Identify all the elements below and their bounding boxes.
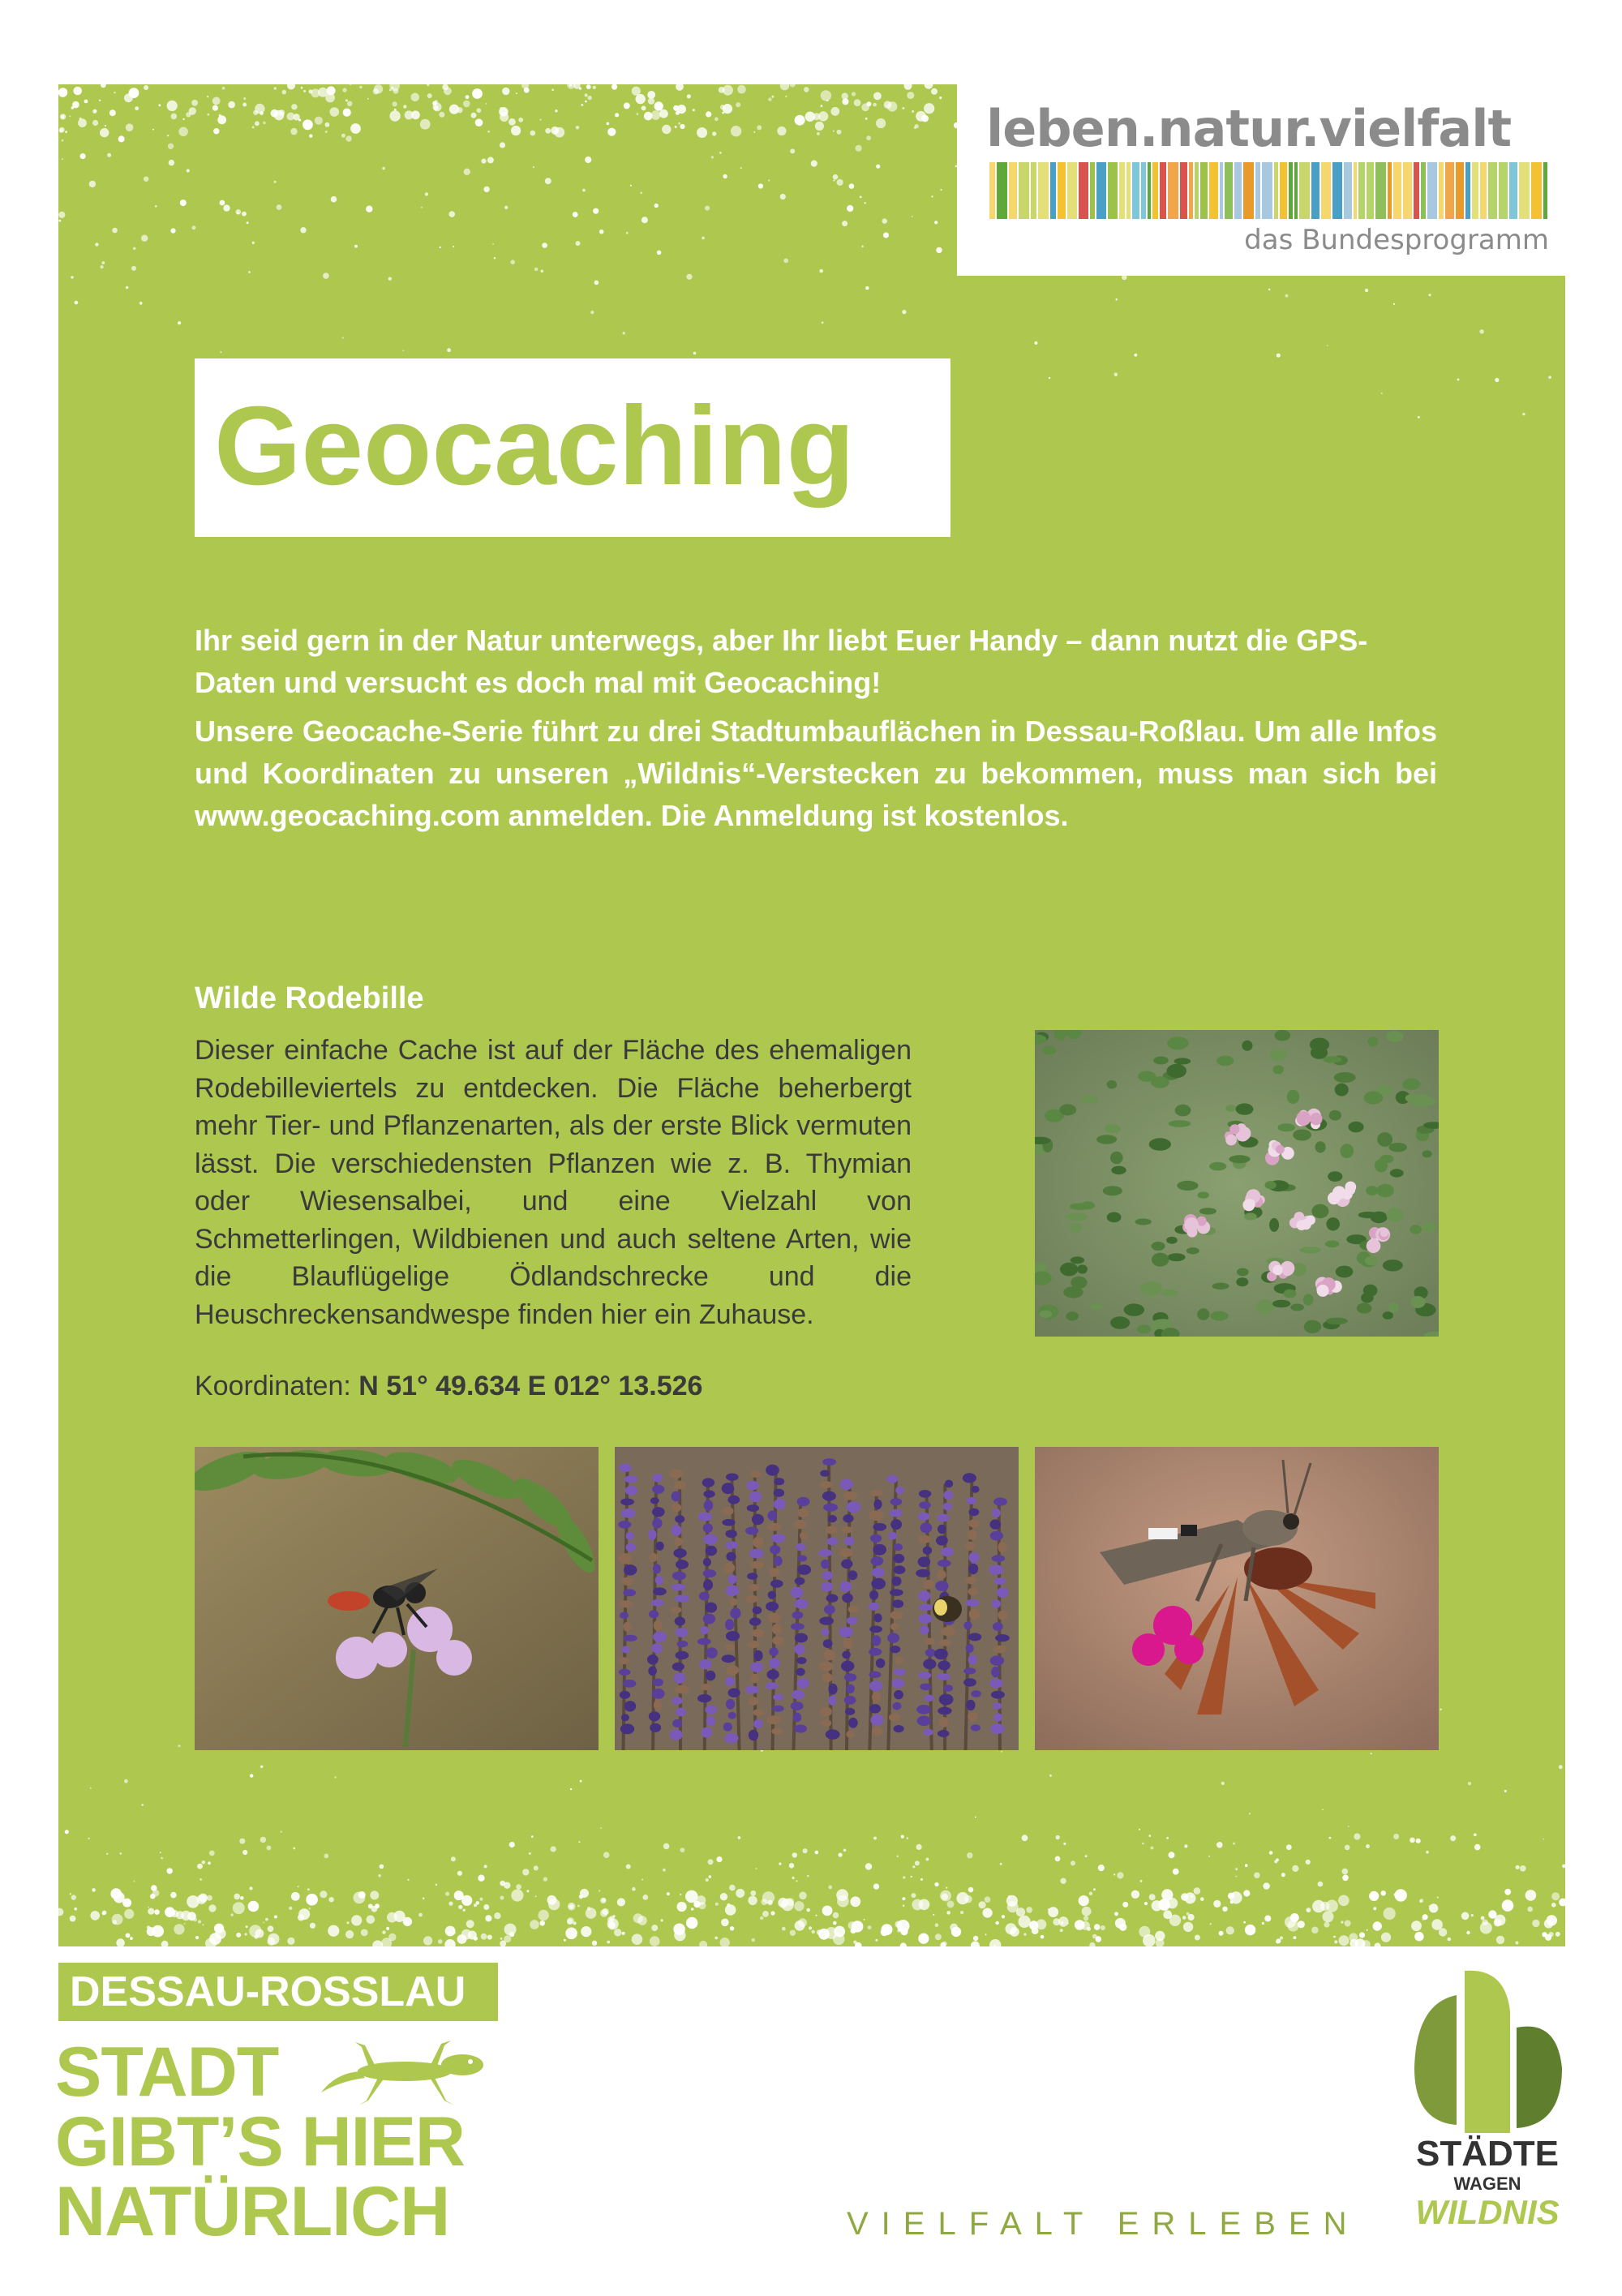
sage-photo <box>615 1447 1019 1750</box>
slogan-line-3: NATÜRLICH <box>55 2173 450 2251</box>
staedte-line-3: WILDNIS <box>1415 2193 1560 2231</box>
coordinates-value: N 51° 49.634 E 012° 13.526 <box>358 1371 703 1401</box>
staedte-wagen-wildnis-text <box>1408 2135 1567 2230</box>
grasshopper-photo <box>1035 1447 1439 1750</box>
staedte-line-1: STÄDTE <box>1416 2134 1559 2174</box>
staedte-wagen-wildnis-logo <box>1408 1963 1567 2141</box>
tagline: VIELFALT ERLEBEN <box>847 2206 1360 2242</box>
slogan-line-1: STADT <box>55 2033 279 2111</box>
staedte-line-2: WAGEN <box>1453 2174 1521 2194</box>
logo-color-stripes <box>989 162 1547 219</box>
city-name: DESSAU-ROSSLAU <box>70 1968 466 2015</box>
city-badge <box>58 1963 498 2021</box>
title-box <box>195 358 950 537</box>
thyme-photo <box>1035 1030 1439 1337</box>
wasp-on-flower-photo <box>195 1447 599 1750</box>
coordinates-label: Koordinaten: <box>195 1371 351 1401</box>
intro-paragraph-1: Ihr seid gern in der Natur unterwegs, aber Ihr liebt Euer Handy – dann nutzt die GPS-Daten und versucht es doch mal mit Geocaching! <box>195 624 1368 699</box>
intro-text <box>195 620 1437 843</box>
program-logo <box>957 84 1565 276</box>
page-title: Geocaching <box>214 384 855 509</box>
cache-description: Dieser einfache Cache ist auf der Fläche des ehemaligen Rodebilleviertels zu entdecken. Die Fläche beherbergt mehr Tier- und Pflanzenarten, als der erste Blick vermuten lässt. Die verschiedensten Pflanzen wie z. B. Thymian oder Wiesensalbei, und eine Vielzahl von Schmetterlingen, Wildbienen und auch seltene Arten, wie die Blauflügelige Ödlandschrecke und die Heuschreckensandwespe finden hier ein Zuhause. <box>195 1035 912 1330</box>
intro-paragraph-2: Unsere Geocache-Serie führt zu drei Stadtumbauflächen in Dessau-Roßlau. Um alle Infos und Koordinaten zu unseren „Wildnis“-Verstecken zu bekommen, muss man sich bei www.geocaching.com anmelden. Die Anmeldung ist kostenlos. <box>195 715 1437 832</box>
logo-wordmark: leben.natur.vielfalt <box>986 99 1512 158</box>
slogan-line-2: GIBT’S HIER <box>55 2103 466 2181</box>
cache-heading: Wilde Rodebille <box>195 981 424 1015</box>
lizard-icon <box>320 2036 490 2109</box>
logo-subtitle: das Bundesprogramm <box>1244 224 1549 256</box>
coordinates <box>195 1371 702 1402</box>
